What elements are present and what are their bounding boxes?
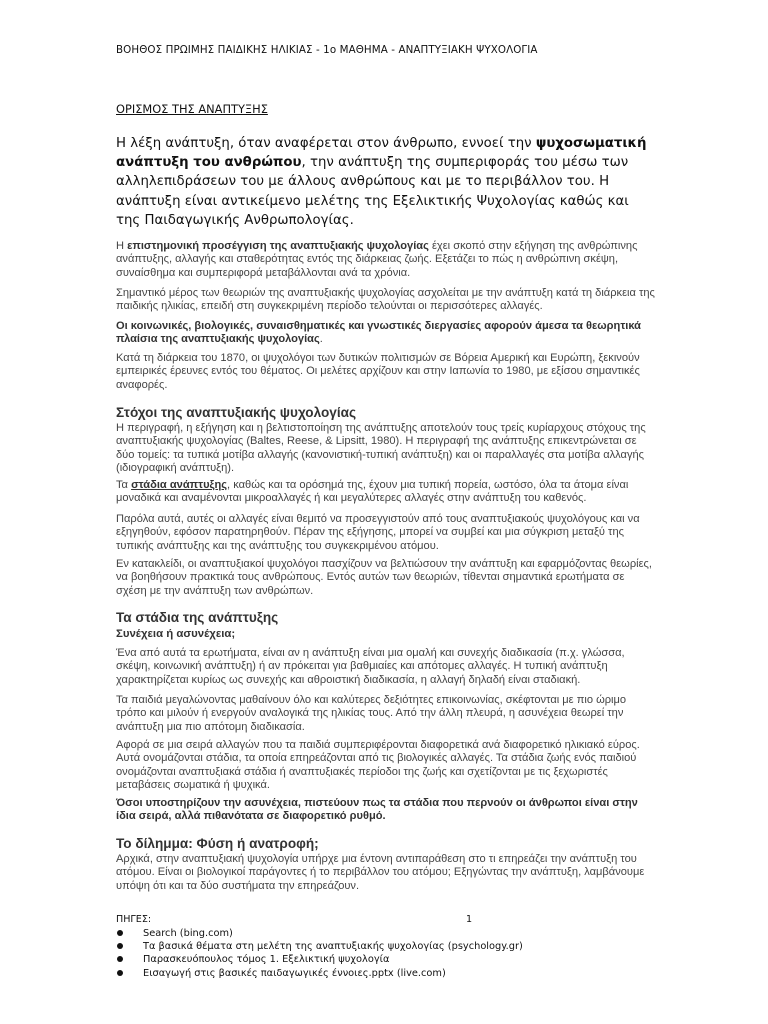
p1-bold: επιστημονική προσέγγιση της αναπτυξιακής ψυχολογίας: [127, 240, 429, 252]
page-header: ΒΟΗΘΟΣ ΠΡΩΙΜΗΣ ΠΑΙΔΙΚΗΣ ΗΛΙΚΙΑΣ - 1ο ΜΑΘΗΜΑ - ΑΝΑΠΤΥΞΙΑΚΗ ΨΥΧΟΛΟΓΙΑ: [116, 44, 538, 56]
paragraph-conclusion: Εν κατακλείδι, οι αναπτυξιακοί ψυχολόγοι πασχίζουν να βελτιώσουν την ανάπτυξη και εφαρμόζοντας θεωρίες, να βοηθήσουν πρακτικά τους ανθρώπους. Εντός αυτών των θεωριών, τίθενται σημαντικά ερωτήματα σε σχέση με την ανάπτυξη των ανθρώπων.: [116, 558, 652, 597]
bullet-icon: [117, 943, 123, 949]
paragraph-life-stages: Αφορά σε μια σειρά αλλαγών που τα παιδιά συμπεριφέρονται διαφορετικά ανά διαφορετικό ηλικιακό εύρος. Αυτά ονομάζονται στάδια, τα οποία επηρεάζονται από τις βιολογικές αλλαγές. Τα στάδια ζωής ενός παιδιού ονομάζονται αναπτυξιακά στάδια ή αναπτυξιακές περίοδοι της ζωής και σχετίζονται με τις ξεχωριστές μεταβάσεις σωματικά ή ψυχικά.: [116, 739, 640, 792]
paragraph-nature-nurture: Αρχικά, στην αναπτυξιακή ψυχολογία υπήρχε μια έντονη αντιπαράθεση στο τι επηρεάζει την ανάπτυξη του ατόμου. Είναι οι βιολογικοί παράγοντες ή το περιβάλλον του ατόμου; Εξηγώντας την ανάπτυξη, λαμβάνουμε υπόψη ότι και τα δύο συστήματα την επηρεάζουν.: [116, 853, 645, 892]
source-item[interactable]: [116, 967, 523, 980]
section-title: ΟΡΙΣΜΟΣ ΤΗΣ ΑΝΑΠΤΥΞΗΣ: [116, 102, 268, 116]
source-text[interactable]: Τα βασικά θέματα στη μελέτη της αναπτυξιακής ψυχολογίας (psychology.gr): [143, 941, 523, 953]
intro-text-1: Η λέξη ανάπτυξη, όταν αναφέρεται στον άνθρωπο, εννοεί την: [116, 136, 536, 151]
paragraph-continuity: Ένα από αυτά τα ερωτήματα, είναι αν η ανάπτυξη είναι μια ομαλή και συνεχής διαδικασία (π.χ. γλώσσα, σκέψη, κοινωνική ανάπτυξη) ή αν πρόκειται για βαθμιαίες και απότομες αλλαγές. Η τυπική ανάπτυξη χαρακτηρίζεται κυρίως ως συνεχής και αθροιστική διαδικασία, η αλλαγή δηλαδή είναι σταδιακή.: [116, 647, 625, 686]
source-item[interactable]: [116, 927, 523, 940]
p6-text-1: Τα: [116, 479, 132, 491]
paragraph-goals: Η περιγραφή, η εξήγηση και η βελτιστοποίηση της ανάπτυξης αποτελούν τους τρείς κυρίαρχους στόχους της αναπτυξιακής ψυχολογίας (Baltes, Reese, & Lipsitt, 1980). Η περιγραφή της ανάπτυξης επικεντρώνεται σε δύο τομείς: τα τυπικά μοτίβα αλλαγής (κανονιστική-τυπική ανάπτυξη) και οι παραλλαγές στα μοτίβα αλλαγής (ιδιογραφική ανάπτυξη).: [116, 422, 646, 475]
page-number: 1: [466, 914, 473, 925]
p6-text-2: , καθώς και τα ορόσημά της, έχουν μια τυπική πορεία, ωστόσο, όλα τα άτομα είναι μοναδικά και αναμένονται μικροαλλαγές ή και μεγαλύτερες αλλαγές στην ανάπτυξη του καθενός.: [116, 479, 629, 505]
source-item[interactable]: [116, 940, 523, 953]
p1-text-2: έχει σκοπό στην εξήγηση της ανθρώπινης ανάπτυξης, αλλαγής και σταθερότητας εντός της διάρκειας ζωής. Εξετάζει το πώς η ανθρώπινη σκέψη, συναίσθημα και συμπεριφορά μεταβάλλονται ανά τα χρόνια.: [116, 240, 638, 279]
intro-paragraph: [116, 134, 656, 230]
p1-text-1: Η: [116, 240, 128, 252]
sources-label: ΠΗΓΕΣ:: [116, 914, 152, 925]
intro-bold: ψυχοσωματική ανάπτυξη του ανθρώπου: [116, 136, 647, 171]
p6-bold: [131, 479, 227, 491]
p3-text: .: [319, 333, 323, 346]
paragraph-processes: [116, 320, 658, 347]
source-item: [116, 953, 523, 966]
paragraph-scientific-approach: [116, 240, 658, 280]
source-text[interactable]: Search (bing.com): [143, 928, 233, 939]
bullet-icon: [117, 956, 123, 962]
bullet-icon: [117, 930, 123, 936]
intro-text-2: , την ανάπτυξη της συμπεριφοράς του μέσω των αλληλεπιδράσεων του με άλλους ανθρώπους και με το περιβάλλον του. Η ανάπτυξη είναι αντικείμενο μελέτης της Εξελικτικής Ψυχολογίας καθώς και της Παιδαγωγικής Ανθρωπολογίας.: [116, 155, 629, 228]
bullet-icon: [117, 970, 123, 976]
p6-underlined: στάδια ανάπτυξης: [131, 479, 228, 491]
paragraph-history: Κατά τη διάρκεια του 1870, οι ψυχολόγοι των δυτικών πολιτισμών σε Βόρεια Αμερική και Ευρώπη, ξεκινούν εμπειρικές έρευνες εντός του θέματος. Οι μελέτες αρχίζουν και στην Ιαπωνία το 1980, με εξίσου σημαντικές αναφορές.: [116, 352, 640, 391]
source-text: Παρασκευόπουλος τόμος 1. Εξελικτική ψυχολογία: [143, 954, 390, 966]
p12-bold: Όσοι υποστηρίζουν την ασυνέχεια, πιστεύουν πως τα στάδια που περνούν οι άνθρωποι είναι στην ίδια σειρά, αλλά πιθανότατα σε διαφορετικό ρυθμό.: [116, 797, 638, 823]
heading-dilemma: Το δίλημμα: Φύση ή ανατροφή;: [116, 836, 319, 851]
paragraph-childhood-theories: Σημαντικό μέρος των θεωριών της αναπτυξιακής ψυχολογίας ασχολείται με την ανάπτυξη κατά τη διάρκεια της παιδικής ηλικίας, επειδή στη συγκεκριμένη περίοδο τελούνται οι περισσότερες αλλαγές.: [116, 287, 655, 313]
heading-stages: Τα στάδια της ανάπτυξης: [116, 610, 279, 625]
paragraph-stages-intro: [116, 479, 658, 506]
p3-bold: Οι κοινωνικές, βιολογικές, συναισθηματικές και γνωστικές διεργασίες αφορούν άμεσα τα θεωρητικά πλαίσια της αναπτυξιακής ψυχολογίας: [116, 320, 641, 346]
heading-continuity: Συνέχεια ή ασυνέχεια;: [116, 628, 236, 640]
paragraph-children-skills: Τα παιδιά μεγαλώνοντας μαθαίνουν όλο και καλύτερες δεξιότητες επικοινωνίας, σκέφτονται με πιο ώριμο τρόπο και μιλούν ή ενεργούν αναλογικά της ηλικίας τους. Από την άλλη πλευρά, η ασυνέχεια θεωρεί την ανάπτυξη μια πιο απότομη διαδικασία.: [116, 694, 627, 733]
paragraph-explanation: Παρόλα αυτά, αυτές οι αλλαγές είναι θεμιτό να προσεγγιστούν από τους αναπτυξιακούς ψυχολόγους και να εξηγηθούν, εφόσον παρατηρηθούν. Πέραν της εξήγησης, μπορεί να συμβεί και μια σύγκριση μεταξύ της τυπικής ανάπτυξης και της ανάπτυξης του συγκεκριμένου ατόμου.: [116, 513, 640, 552]
source-text[interactable]: Εισαγωγή στις βασικές παιδαγωγικές έννοιες.pptx (live.com): [143, 967, 446, 979]
sources-list: [116, 927, 523, 980]
heading-goals: Στόχοι της αναπτυξιακής ψυχολογίας: [116, 405, 357, 420]
paragraph-discontinuity: [116, 797, 658, 824]
